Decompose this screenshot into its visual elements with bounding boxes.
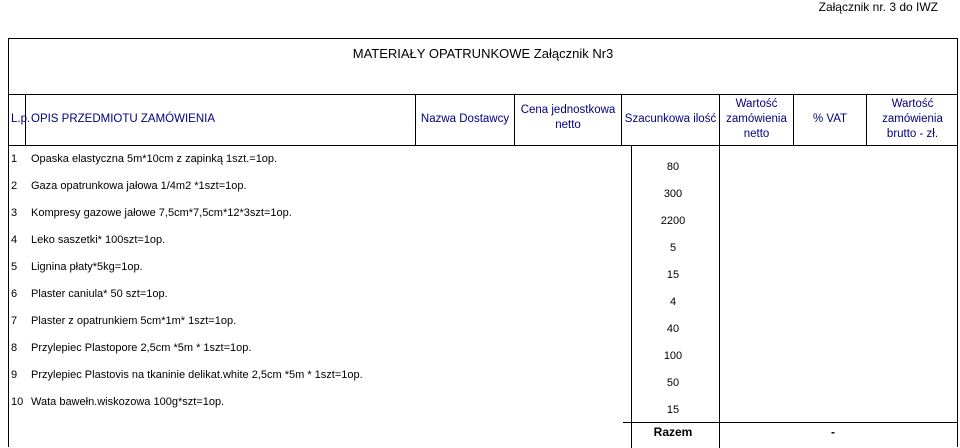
row-description: Lignina płaty*5kg=1op. [31, 261, 143, 273]
header-unit-price-line1: Cena jednostkowa [520, 104, 616, 116]
row-lp: 5 [11, 261, 18, 273]
attachment-note: Załącznik nr. 3 do IWZ [818, 0, 938, 14]
row-description: Gaza opatrunkowa jałowa 1/4m2 *1szt=1op. [31, 180, 247, 192]
row-description: Opaska elastyczna 5m*10cm z zapinką 1szt.=1op. [31, 153, 278, 165]
header-unit-price-line2: netto [555, 119, 581, 131]
row-lp: 8 [11, 342, 18, 354]
header-value-net-line2: zamówienia [726, 113, 787, 125]
header-value-gross-line2: zamówienia [882, 113, 943, 125]
header-top-border [9, 94, 957, 95]
sheet-title: MATERIAŁY OPATRUNKOWE Załącznik Nr3 [352, 46, 614, 61]
row-lp: 7 [11, 315, 18, 327]
quantity-cell: 15 [666, 269, 680, 281]
row-description: Plaster caniula* 50 szt=1op. [31, 288, 168, 300]
row-lp: 1 [11, 153, 18, 165]
row-lp: 4 [11, 234, 18, 246]
header-bottom-border [9, 145, 957, 146]
row-description: Leko saszetki* 100szt=1op. [31, 234, 166, 246]
row-description: Plaster z opatrunkiem 5cm*1m* 1szt=1op. [31, 315, 237, 327]
quantity-cell: 50 [666, 377, 680, 389]
header-value-net-line3: netto [743, 128, 770, 140]
header-vat: % VAT [812, 113, 848, 125]
header-value-net-line1: Wartość [735, 98, 778, 110]
header-lp: L.p. [11, 113, 31, 125]
materials-sheet [8, 38, 958, 447]
row-lp: 10 [11, 396, 24, 408]
total-row-border [623, 422, 957, 423]
quantity-cell: 100 [663, 350, 683, 362]
row-description: Przylepiec Plastopore 2,5cm *5m * 1szt=1op. [31, 342, 252, 354]
row-description: Przylepiec Plastovis na tkaninie delikat.white 2,5cm *5m * 1szt=1op. [31, 369, 363, 381]
row-lp: 6 [11, 288, 18, 300]
quantity-cell: 15 [666, 404, 680, 416]
header-value-gross-line1: Wartość [891, 98, 934, 110]
quantity-cell: 80 [666, 161, 680, 173]
row-lp: 9 [11, 369, 18, 381]
header-value-net [719, 97, 794, 142]
total-value: - [831, 425, 835, 439]
quantity-cell: 5 [669, 242, 677, 254]
header-value-gross-line3: brutto - zł. [886, 128, 939, 140]
quantity-col-right-border [719, 145, 720, 448]
header-value-gross [866, 97, 959, 142]
quantity-cell: 300 [663, 188, 683, 200]
row-description: Kompresy gazowe jałowe 7,5cm*7,5cm*12*3szt=1op. [31, 207, 292, 219]
header-unit-price [514, 103, 622, 133]
quantity-cell: 4 [669, 296, 677, 308]
header-description: OPIS PRZEDMIOTU ZAMÓWIENIA [31, 113, 216, 125]
quantity-cell: 40 [666, 323, 680, 335]
quantity-cell: 2200 [660, 215, 686, 227]
row-lp: 2 [11, 180, 18, 192]
header-supplier: Nazwa Dostawcy [420, 113, 510, 125]
row-lp: 3 [11, 207, 18, 219]
row-description: Wata bawełn.wiskozowa 100g*szt=1op. [31, 396, 225, 408]
total-label: Razem [653, 425, 693, 439]
header-quantity: Szacunkowa ilość [624, 113, 717, 125]
